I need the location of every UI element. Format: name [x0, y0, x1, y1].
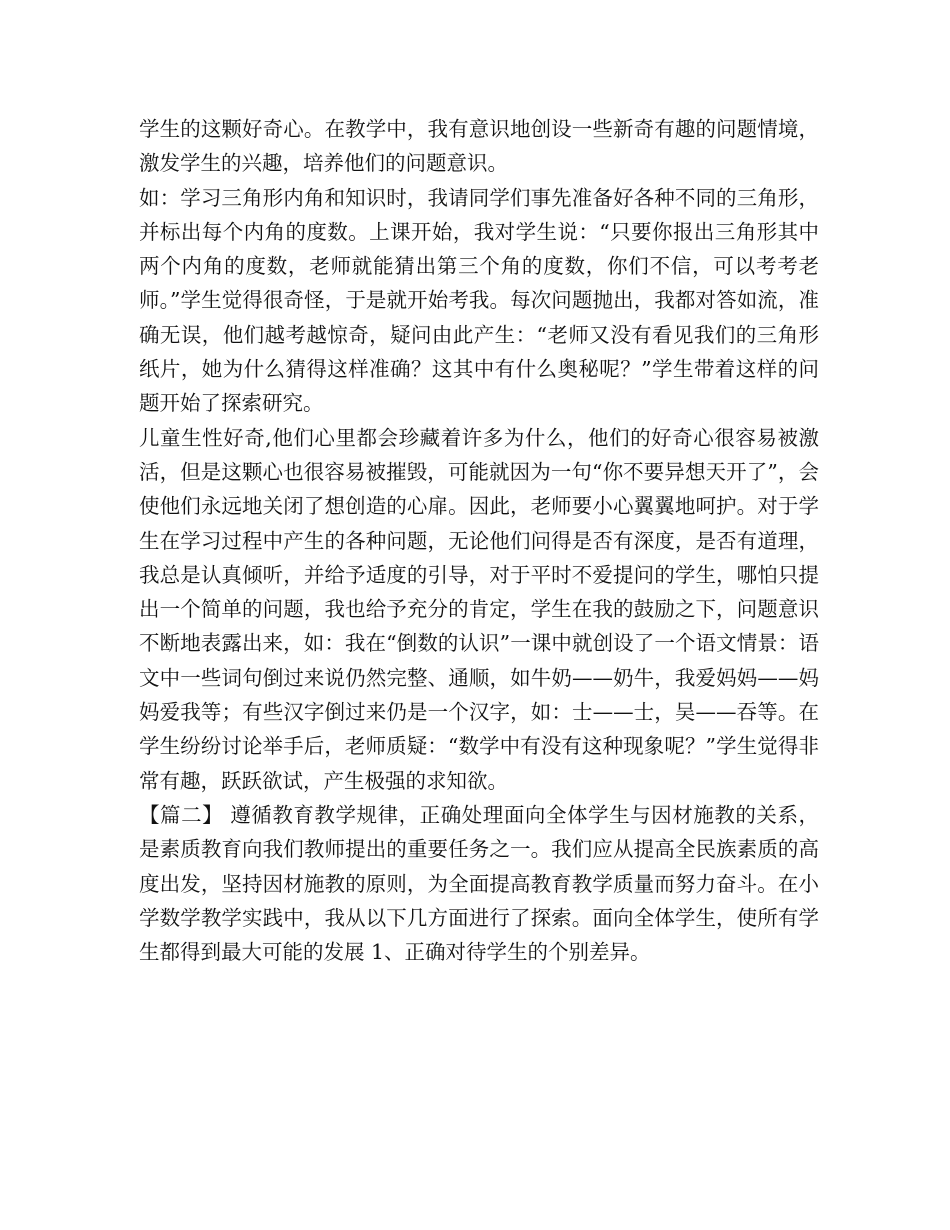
paragraph-part-two: 【篇二】 遵循教育教学规律，正确处理面向全体学生与因材施教的关系，是素质教育向我们教师提出的重要任务之一。我们应从提高全民族素质的高度出发，坚持因材施教的原则，为全面提高教育教学质量而努力奋斗。在小学数学教学实践中，我从以下几方面进行了探索。面向全体学生，使所有学生都得到最大可能的发展 1、正确对待学生的个别差异。: [139, 802, 819, 965]
document-body: [139, 112, 819, 969]
paragraph-children-curiosity: 儿童生性好奇,他们心里都会珍藏着许多为什么，他们的好奇心很容易被激活，但是这颗心也很容易被摧毁，可能就因为一句“你不要异想天开了”，会使他们永远地关闭了想创造的心扉。因此，老师要小心翼翼地呵护。对于学生在学习过程中产生的各种问题，无论他们问得是否有深度，是否有道理，我总是认真倾听，并给予适度的引导，对于平时不爱提问的学生，哪怕只提出一个简单的问题，我也给予充分的肯定，学生在我的鼓励之下，问题意识不断地表露出来，如：我在“倒数的认识”一课中就创设了一个语文情景：语文中一些词句倒过来说仍然完整、通顺，如牛奶——奶牛，我爱妈妈——妈妈爱我等；有些汉字倒过来仍是一个汉字，如：士——士，吴——吞等。在学生纷纷讨论举手后，老师质疑：“数学中有没有这种现象呢？”学生觉得非常有趣，跃跃欲试，产生极强的求知欲。: [139, 425, 819, 793]
paragraph-triangle-example: 如：学习三角形内角和知识时，我请同学们事先准备好各种不同的三角形，并标出每个内角的度数。上课开始，我对学生说：“只要你报出三角形其中两个内角的度数，老师就能猜出第三个角的度数，你们不信，可以考考老师。”学生觉得很奇怪，于是就开始考我。每次问题抛出，我都对答如流，准确无误，他们越考越惊奇，疑问由此产生：“老师又没有看见我们的三角形纸片，她为什么猜得这样准确？这其中有什么奥秘呢？”学生带着这样的问题开始了探索研究。: [139, 185, 819, 416]
paragraph-curiosity-intro: 学生的这颗好奇心。在教学中，我有意识地创设一些新奇有趣的问题情境，激发学生的兴趣，培养他们的问题意识。: [139, 117, 819, 176]
